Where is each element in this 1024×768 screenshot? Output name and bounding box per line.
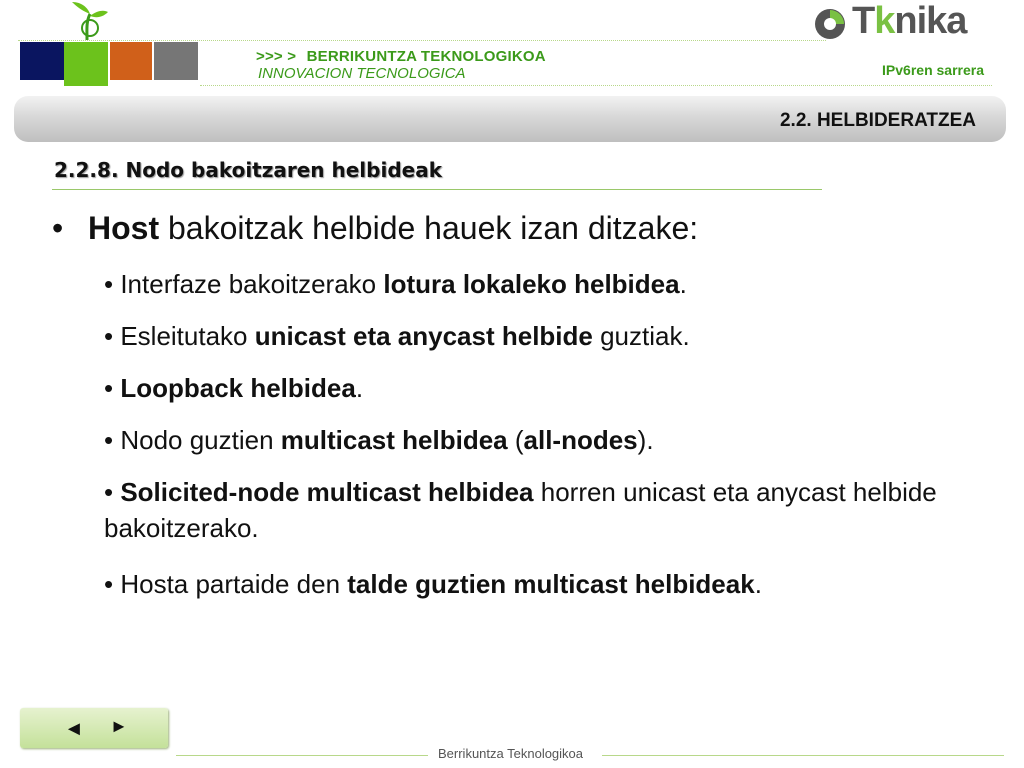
list-item-text: • [104,373,121,403]
list-item-text: . [355,373,364,403]
logo-letter-t: T [852,0,875,42]
section-underline [52,189,822,190]
list-item-bold: multicast helbidea [280,425,508,455]
list-item-text: . [754,569,762,599]
list-item-bold: talde guztien multicast helbideak [347,569,755,599]
list-item-text: horren unicast eta anycast helbide bakoitzerako. [104,477,937,543]
color-block-orange [110,42,152,80]
list-item-text: • [104,477,121,507]
header-title-top-text: BERRIKUNTZA TEKNOLOGIKOA [306,48,546,65]
header-arrows: >>> > [256,48,297,65]
list-item-text: • Hosta partaide den [104,569,348,599]
presentation-subtitle: IPv6ren sarrera [882,62,984,78]
tknika-logo [812,0,998,44]
color-block-green [64,42,108,86]
list-item-text: • Esleitutako [104,321,255,351]
header-title-bottom: INNOVACION TECNOLOGICA [258,65,466,82]
list-item-text: • Interfaze bakoitzerako [104,269,384,299]
logo-letter-k: k [874,0,895,42]
list-item [104,474,984,546]
color-block-gray [154,42,198,80]
logo-letters-nika: nika [894,0,967,42]
list-item [104,422,654,458]
list-item [104,370,363,406]
sprout-logo-icon [62,0,112,44]
header-title-top [256,48,546,65]
tknika-logo-text [852,0,966,43]
main-bullet-dot: • [52,210,64,246]
main-bullet-bold: Host [88,210,160,246]
main-bullet [52,210,698,247]
chapter-banner [14,96,1006,142]
list-item-text: . [679,269,687,299]
chapter-title: 2.2. HELBIDERATZEA [779,110,976,131]
prev-slide-button[interactable]: ◄ [64,718,84,740]
header-dotted-line-top [18,40,826,41]
list-item-bold: lotura lokaleko helbidea [383,269,680,299]
list-item-bold: unicast eta anycast helbide [254,321,593,351]
list-item [104,566,762,602]
list-item-bold: Solicited-node multicast helbidea [120,477,534,507]
list-item [104,318,690,354]
section-title: 2.2.8. Nodo bakoitzaren helbideak [54,158,443,182]
list-item-text: ). [637,425,654,455]
list-item [104,266,687,302]
header-dotted-line-mid [200,85,992,86]
list-item-text: ( [507,425,524,455]
next-slide-button[interactable]: ► [110,716,128,736]
color-block-navy [20,42,64,80]
footer-text: Berrikuntza Teknologikoa [438,746,584,761]
footer-line-right [602,755,1004,756]
main-bullet-text: bakoitzak helbide hauek izan ditzake: [159,210,699,246]
tknika-logo-icon [812,6,848,42]
list-item-text: guztiak. [592,321,690,351]
list-item-bold: all-nodes [523,425,638,455]
list-item-bold: Loopback helbidea [120,373,356,403]
list-item-text: • Nodo guztien [104,425,281,455]
slide-navigation [20,708,168,748]
footer-line-left [176,755,428,756]
